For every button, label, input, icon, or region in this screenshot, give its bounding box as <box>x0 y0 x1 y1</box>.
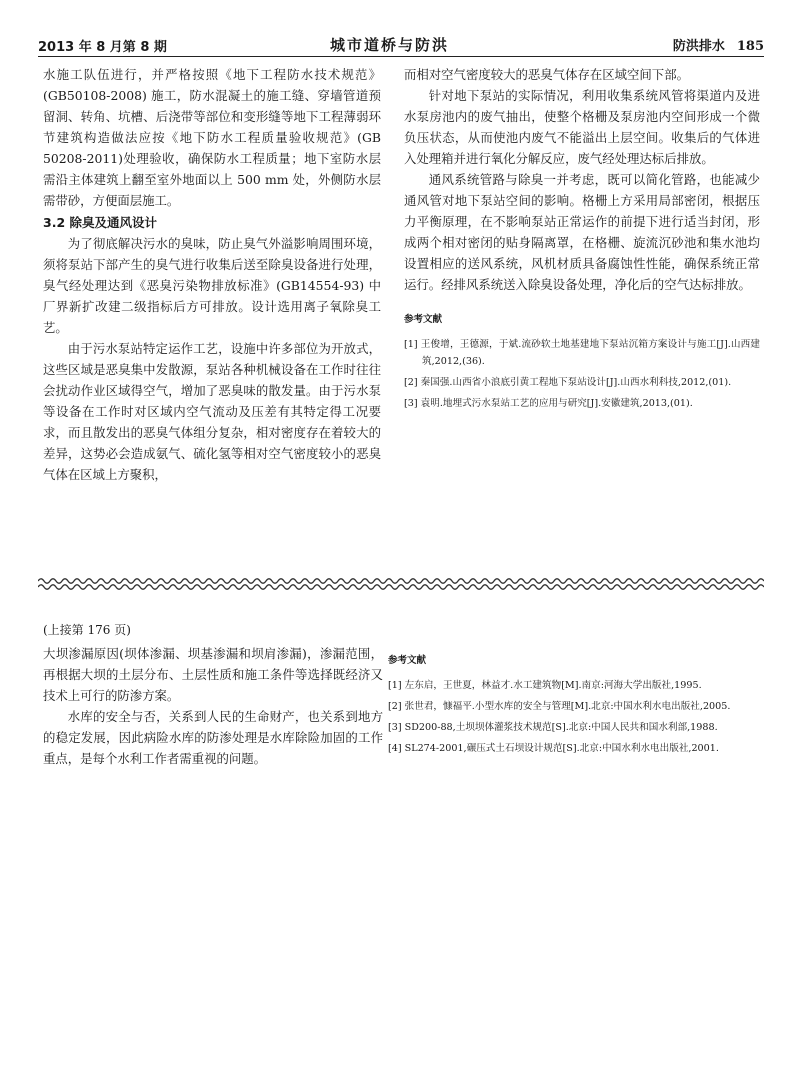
references-list <box>388 677 760 757</box>
section-heading: 3.2 除臭及通风设计 <box>43 215 157 230</box>
left-column <box>43 64 381 485</box>
references-list <box>404 336 760 412</box>
section-and-page <box>673 35 764 54</box>
reference-item: [1] 左东启，王世夏，林益才.水工建筑物[M].南京:河海大学出版社,1995. <box>388 680 702 691</box>
bottom-left-column <box>43 620 383 769</box>
running-header <box>38 30 764 57</box>
right-column <box>404 64 760 416</box>
references-heading: 参考文献 <box>388 655 427 666</box>
reference-item: [4] SL274-2001,碾压式土石坝设计规范[S].北京:中国水利水电出版社,2001. <box>388 743 719 754</box>
paragraph: 通风系统管路与除臭一并考虑，既可以简化管路，也能减少通风管对地下泵站空间的影响。格栅上方采用局部密闭，根据压力平衡原理，在不影响泵站正常运作的前提下进行适当封闭，形成两个相对密闭的贴身隔离罩，在格栅、旋流沉砂池和集水池均设置相应的送风系统，风机材质具备腐蚀性性能，确保系统正常运行。经排风系统送入除臭设备处理，净化后的空气达标排放。 <box>404 172 760 292</box>
references-heading: 参考文献 <box>404 314 443 325</box>
paragraph: 水库的安全与否，关系到人民的生命财产，也关系到地方的稳定发展，因此病险水库的防渗处理是水库除险加固的工作重点，是每个水利工作者需重视的问题。 <box>43 709 383 766</box>
reference-item: [1] 王俊增，王德源，于斌.流砂软土地基建地下泵站沉箱方案设计与施工[J].山西建筑,2012,(36). <box>404 339 760 367</box>
page-number: 185 <box>736 39 764 54</box>
paragraph: 而相对空气密度较大的恶臭气体存在区域空间下部。 <box>404 67 689 82</box>
paragraph: 由于污水泵站特定运作工艺，设施中许多部位为开放式，这些区域是恶臭集中发散源，泵站各种机械设备在工作时往往会扰动作业区域得空气，增加了恶臭味的散发量。由于污水泵等设备在工作时对区域内空气流动及压差有其特定得工况要求，而且散发出的恶臭气体组分复杂，相对密度存在着较大的差异，这势必会造成氨气、硫化氢等相对空气密度较小的恶臭气体在区域上方聚积， <box>43 341 381 482</box>
paragraph: 大坝渗漏原因(坝体渗漏、坝基渗漏和坝肩渗漏)，渗漏范围，再根据大坝的土层分布、土层性质和施工条件等选择既经济又技术上可行的防渗方案。 <box>43 646 383 703</box>
bottom-right-column <box>388 650 760 761</box>
reference-item: [2] 秦国强.山西省小浪底引黄工程地下泵站设计[J].山西水利科技,2012,(01). <box>404 377 732 388</box>
continued-note: (上接第 176 页) <box>43 623 131 637</box>
paragraph: 水施工队伍进行，并严格按照《地下工程防水技术规范》(GB50108-2008) 施工，防水混凝土的施工缝、穿墙管道预留洞、转角、坑槽、后浇带等部位和变形缝等地下工程薄弱环节建筑构造做法应按《地下防水工程质量验收规范》(GB 50208-2011)处理验收，确保防水工程质量；地下室防水层需沿主体建筑上翻至室外地面以上 500 mm 处，外侧防水层需带砂，方便面层施工。 <box>43 67 381 208</box>
wavy-divider <box>38 572 764 596</box>
reference-item: [2] 张世君，慷福平.小型水库的安全与管理[M].北京:中国水利水电出版社,2005. <box>388 701 731 712</box>
journal-title: 城市道桥与防洪 <box>330 36 450 54</box>
paragraph: 为了彻底解决污水的臭味，防止臭气外溢影响周围环境，须将泵站下部产生的臭气进行收集后送至除臭设备进行处理，臭气经处理达到《恶臭污染物排放标准》(GB14554-93) 中厂界新扩改建二级指标后方可排放。设计选用离子氧除臭工艺。 <box>43 236 381 335</box>
reference-item: [3] 袁明.地埋式污水泵站工艺的应用与研究[J].安徽建筑,2013,(01). <box>404 398 693 409</box>
section-label: 防洪排水 <box>672 39 725 54</box>
paragraph: 针对地下泵站的实际情况，利用收集系统风管将渠道内及进水泵房池内的废气抽出，使整个格栅及泵房池内空间形成一个微负压状态，从而使池内废气不能溢出上层空间。收集后的气体进入处理箱并进行氧化分解反应，废气经处理达标后排放。 <box>404 88 760 166</box>
reference-item: [3] SD200-88,土坝坝体灌浆技术规范[S].北京:中国人民共和国水利部,1988. <box>388 722 718 733</box>
issue-label: 2013 年 8 月第 8 期 <box>38 40 167 55</box>
